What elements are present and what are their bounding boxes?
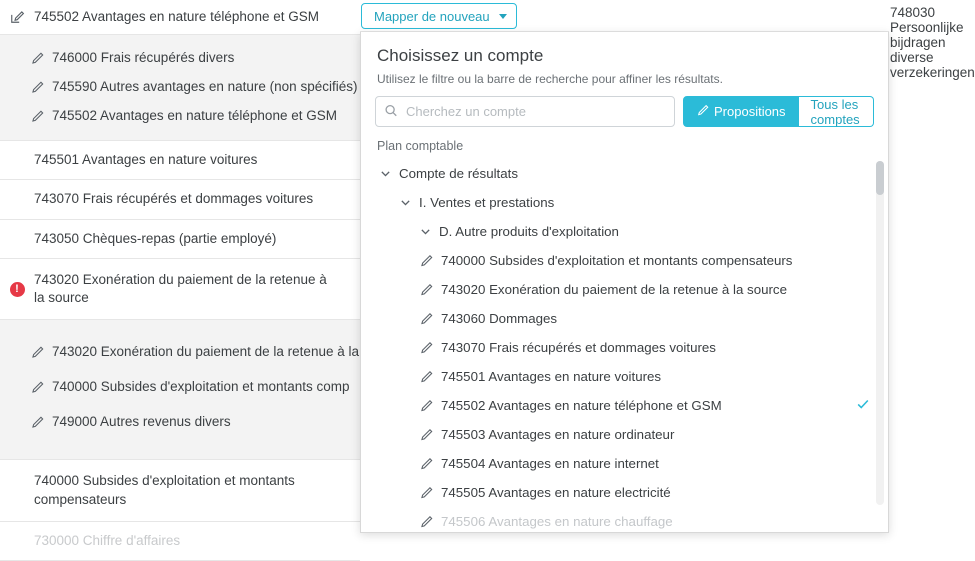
check-icon [856,397,870,415]
tree-leaf-label: 743070 Frais récupérés et dommages voitures [441,340,716,355]
list-item-label: 745590 Autres avantages en nature (non spécifiés) [52,79,358,95]
pencil-icon [419,312,433,325]
error-icon: ! [8,280,26,298]
chevron-down-icon [499,14,507,19]
tree-leaf-account[interactable] [361,275,888,304]
tree-node-label: Compte de résultats [399,166,518,181]
mapping-row-header[interactable] [0,0,360,35]
pencil-icon [30,415,43,428]
tab-propositions[interactable] [683,96,799,127]
mapped-account-label: 748030 Persoonlijke bijdragen diverse verzekeringen [890,5,975,80]
tree-scrollbar[interactable] [876,161,884,505]
tree-leaf-label: 745502 Avantages en nature téléphone et GSM [441,398,722,413]
mapping-row-label: 743050 Chèques-repas (partie employé) [34,230,277,246]
tree-leaf-account-selected[interactable] [361,391,888,420]
tree-leaf-account[interactable] [361,449,888,478]
list-item-label: 740000 Subsides d'exploitation et montants comp [52,379,350,395]
tree-leaf-label: 745505 Avantages en nature electricité [441,485,671,500]
mapping-row-label: 740000 Subsides d'exploitation et montants compensateurs [34,473,295,507]
tree-leaf-account[interactable] [361,333,888,362]
tree-leaf-label: 743060 Dommages [441,311,558,326]
tree-leaf-account[interactable] [361,304,888,333]
pencil-icon [30,51,43,64]
plan-comptable-label: Plan comptable [377,139,464,153]
pencil-icon [419,341,433,354]
tree-node-label: I. Ventes et prestations [419,195,555,210]
account-picker-popover [360,32,889,533]
tree-node-autre-produits[interactable] [361,217,888,246]
chevron-down-icon[interactable] [399,196,412,209]
list-item-label: 746000 Frais récupérés divers [52,50,235,66]
mapping-row-label: 730000 Chiffre d'affaires [34,532,181,548]
tree-node-label: D. Autre produits d'exploitation [439,224,619,239]
list-item-label: 749000 Autres revenus divers [52,414,231,430]
list-item[interactable] [0,334,360,369]
list-item[interactable] [0,43,360,72]
filter-icon [696,104,708,119]
pencil-icon [30,380,43,393]
chevron-down-icon[interactable] [379,167,392,180]
pencil-icon [30,345,43,358]
remap-button-label: Mapper de nouveau [374,8,490,24]
mapping-row-label: 745502 Avantages en nature téléphone et GSM [34,9,319,24]
tree-leaf-account[interactable] [361,478,888,507]
tree-leaf-label: 743020 Exonération du paiement de la retenue à la source [441,282,787,297]
pencil-icon [419,283,433,296]
tab-propositions-label: Propositions [714,104,786,119]
popover-subtitle: Utilisez le filtre ou la barre de recherche pour affiner les résultats. [377,72,723,86]
pencil-icon [419,254,433,267]
mapping-row[interactable] [0,180,360,219]
tree-leaf-account[interactable] [361,362,888,391]
mapping-row[interactable] [0,220,360,259]
tree-leaf-label: 740000 Subsides d'exploitation et montants compensateurs [441,253,793,268]
search-input[interactable] [404,103,674,120]
pencil-icon [419,428,433,441]
list-item-label: 745502 Avantages en nature téléphone et GSM [52,108,337,124]
list-item-label: 743020 Exonération du paiement de la retenue à la [52,344,359,360]
tree-leaf-label: 745503 Avantages en nature ordinateur [441,427,675,442]
remap-button[interactable] [361,3,517,29]
pencil-square-icon [8,8,26,26]
suggestion-sublist-1 [0,35,360,141]
mapping-row[interactable] [0,460,360,521]
tab-all-accounts-label: Tous les comptes [810,96,860,127]
pencil-icon [419,457,433,470]
tree-leaf-label: 745504 Avantages en nature internet [441,456,659,471]
tab-all-accounts[interactable] [799,96,874,127]
tree-leaf-label: 745506 Avantages en nature chauffage [441,514,673,529]
mapping-row-label: 743020 Exonération du paiement de la retenue à la source [34,271,327,306]
popover-title: Choisissez un compte [377,46,544,65]
tree-scrollbar-thumb[interactable] [876,161,884,195]
list-item[interactable] [0,72,360,101]
pencil-icon [419,399,433,412]
list-item[interactable] [0,101,360,130]
pencil-icon [419,486,433,499]
search-box[interactable] [375,96,675,127]
mapping-row-label: 743070 Frais récupérés et dommages voitures [34,191,314,207]
pencil-icon [30,109,43,122]
tree-node-compte-de-resultats[interactable] [361,159,888,188]
account-mapping-list [0,0,360,548]
pencil-icon [30,80,43,93]
search-row [361,96,888,127]
mapping-row-partial[interactable] [0,522,360,561]
tree-leaf-account[interactable] [361,246,888,275]
tree-node-ventes-et-prestations[interactable] [361,188,888,217]
list-item[interactable] [0,369,360,404]
list-item[interactable] [0,404,360,439]
mapping-row-error[interactable] [0,259,360,320]
tree-leaf-account-partial[interactable] [361,507,888,536]
pencil-icon [419,515,433,528]
mapping-row-label: 745501 Avantages en nature voitures [34,152,258,168]
account-tree [361,157,888,529]
filter-tabs [683,96,874,127]
search-icon [384,103,398,120]
chevron-down-icon[interactable] [419,225,432,238]
mapping-row[interactable] [0,141,360,180]
tree-leaf-account[interactable] [361,420,888,449]
pencil-icon [419,370,433,383]
suggestion-sublist-2 [0,320,360,460]
tree-leaf-label: 745501 Avantages en nature voitures [441,369,662,384]
